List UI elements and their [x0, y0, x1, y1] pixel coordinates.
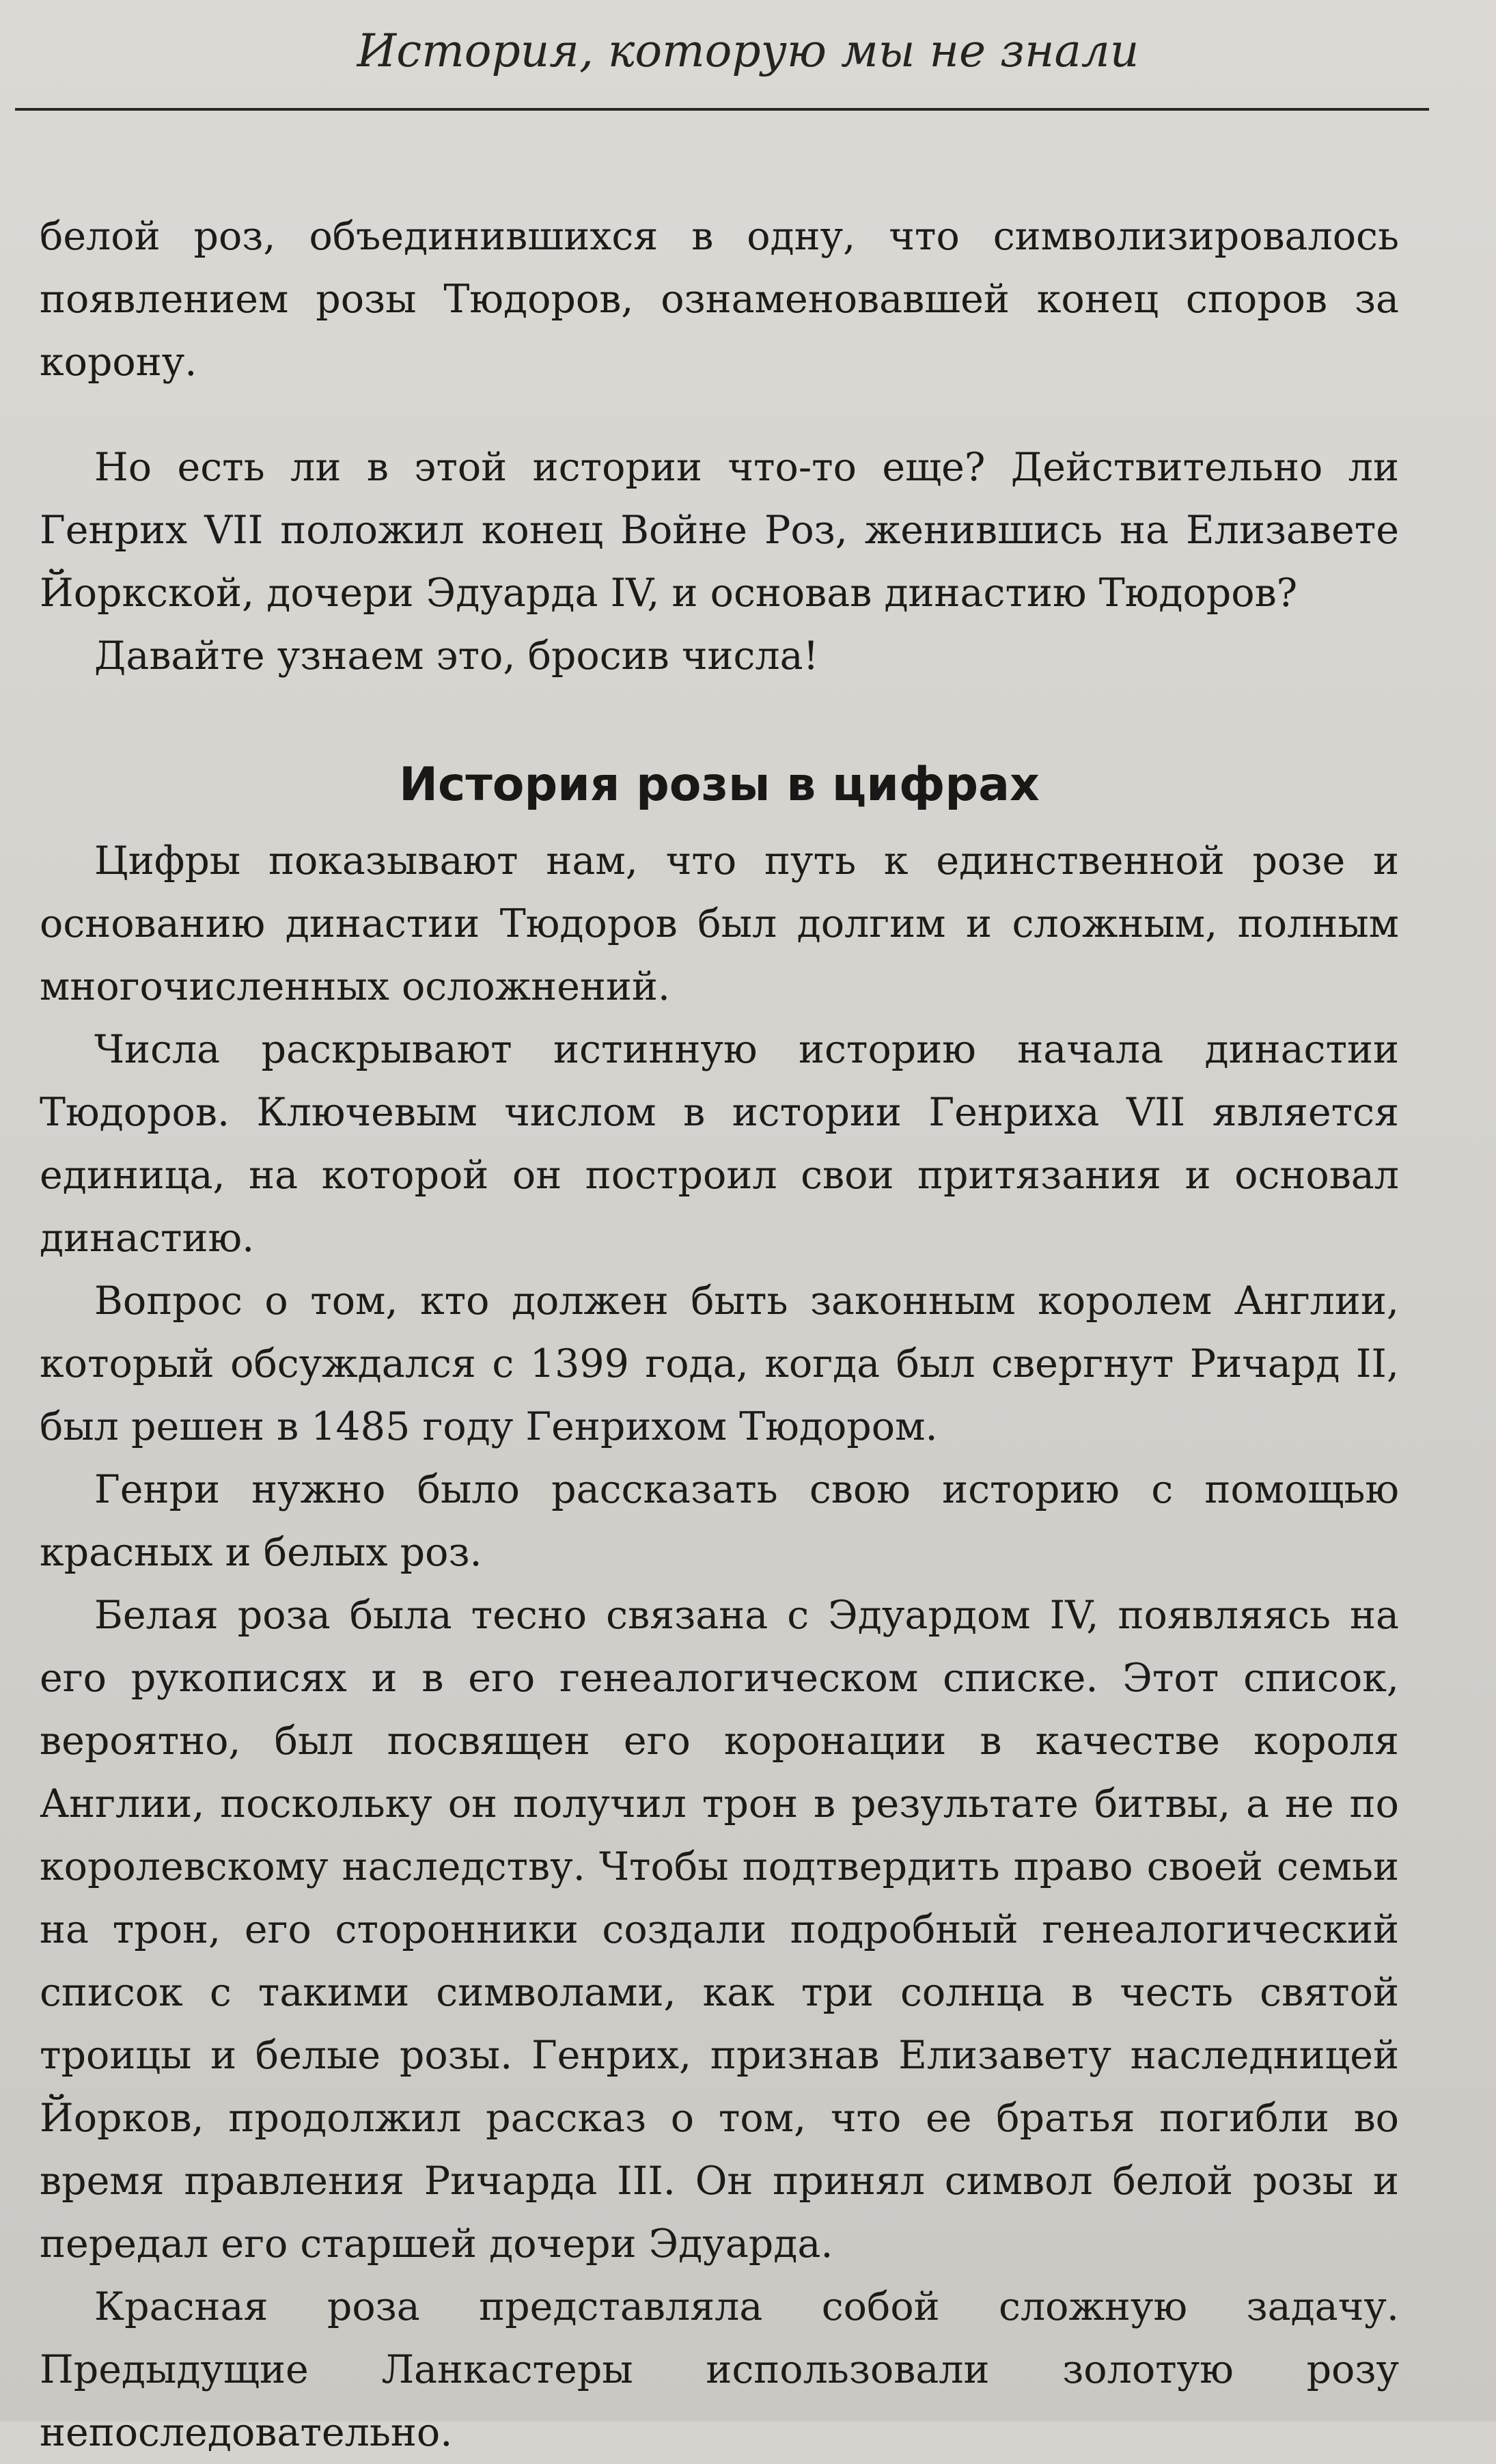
- page-body: [40, 205, 1399, 2464]
- paragraph: Числа раскрывают истинную историю начала династии Тюдоров. Ключевым числом в истории Генриха VII является единица, на которой он построил свои притязания и основал династию.: [40, 1027, 1399, 1261]
- header-rule: [15, 108, 1429, 111]
- paragraph: Давайте узнаем это, бросив числа!: [94, 633, 819, 679]
- paragraph: Но есть ли в этой истории что-то еще? Действительно ли Генрих VII положил конец Войне Роз, женившись на Елизавете Йоркской, дочери Эдуарда IV, и основав династию Тюдоров?: [40, 445, 1399, 616]
- paragraph: Красная роза представляла собой сложную задачу. Предыдущие Ланкастеры использовали золотую розу непоследовательно.: [40, 2284, 1399, 2455]
- paragraph: Генри нужно было рассказать свою историю с помощью красных и белых роз.: [40, 1467, 1399, 1575]
- running-head: История, которую мы не знали: [357, 25, 1139, 77]
- paragraph-continuation: белой роз, объединившихся в одну, что символизировалось появлением розы Тюдоров, ознаменовавшей конец споров за корону.: [40, 214, 1399, 385]
- paragraph: Белая роза была тесно связана с Эдуардом IV, появляясь на его рукописях и в его генеалогическом списке. Этот список, вероятно, был посвящен его коронации в качестве короля Англии, поскольку он получил трон в результате битвы, а не по королевскому наследству. Чтобы подтвердить право своей семьи на трон, его сторонники создали подробный генеалогический список с такими символами, как три солнца в честь святой троицы и белые розы. Генрих, признав Елизавету наследницей Йорков, продолжил рассказ о том, что ее братья погибли во время правления Ричарда III. Он принял символ белой розы и передал его старшей дочери Эдуарда.: [40, 1593, 1399, 2267]
- paragraph: Цифры показывают нам, что путь к единственной розе и основанию династии Тюдоров был долгим и сложным, полным многочисленных осложнений.: [40, 838, 1399, 1009]
- paragraph: Вопрос о том, кто должен быть законным королем Англии, который обсуждался с 1399 года, когда был свергнут Ричард II, был решен в 1485 году Генрихом Тюдором.: [40, 1278, 1399, 1449]
- section-heading: История розы в цифрах: [399, 758, 1040, 812]
